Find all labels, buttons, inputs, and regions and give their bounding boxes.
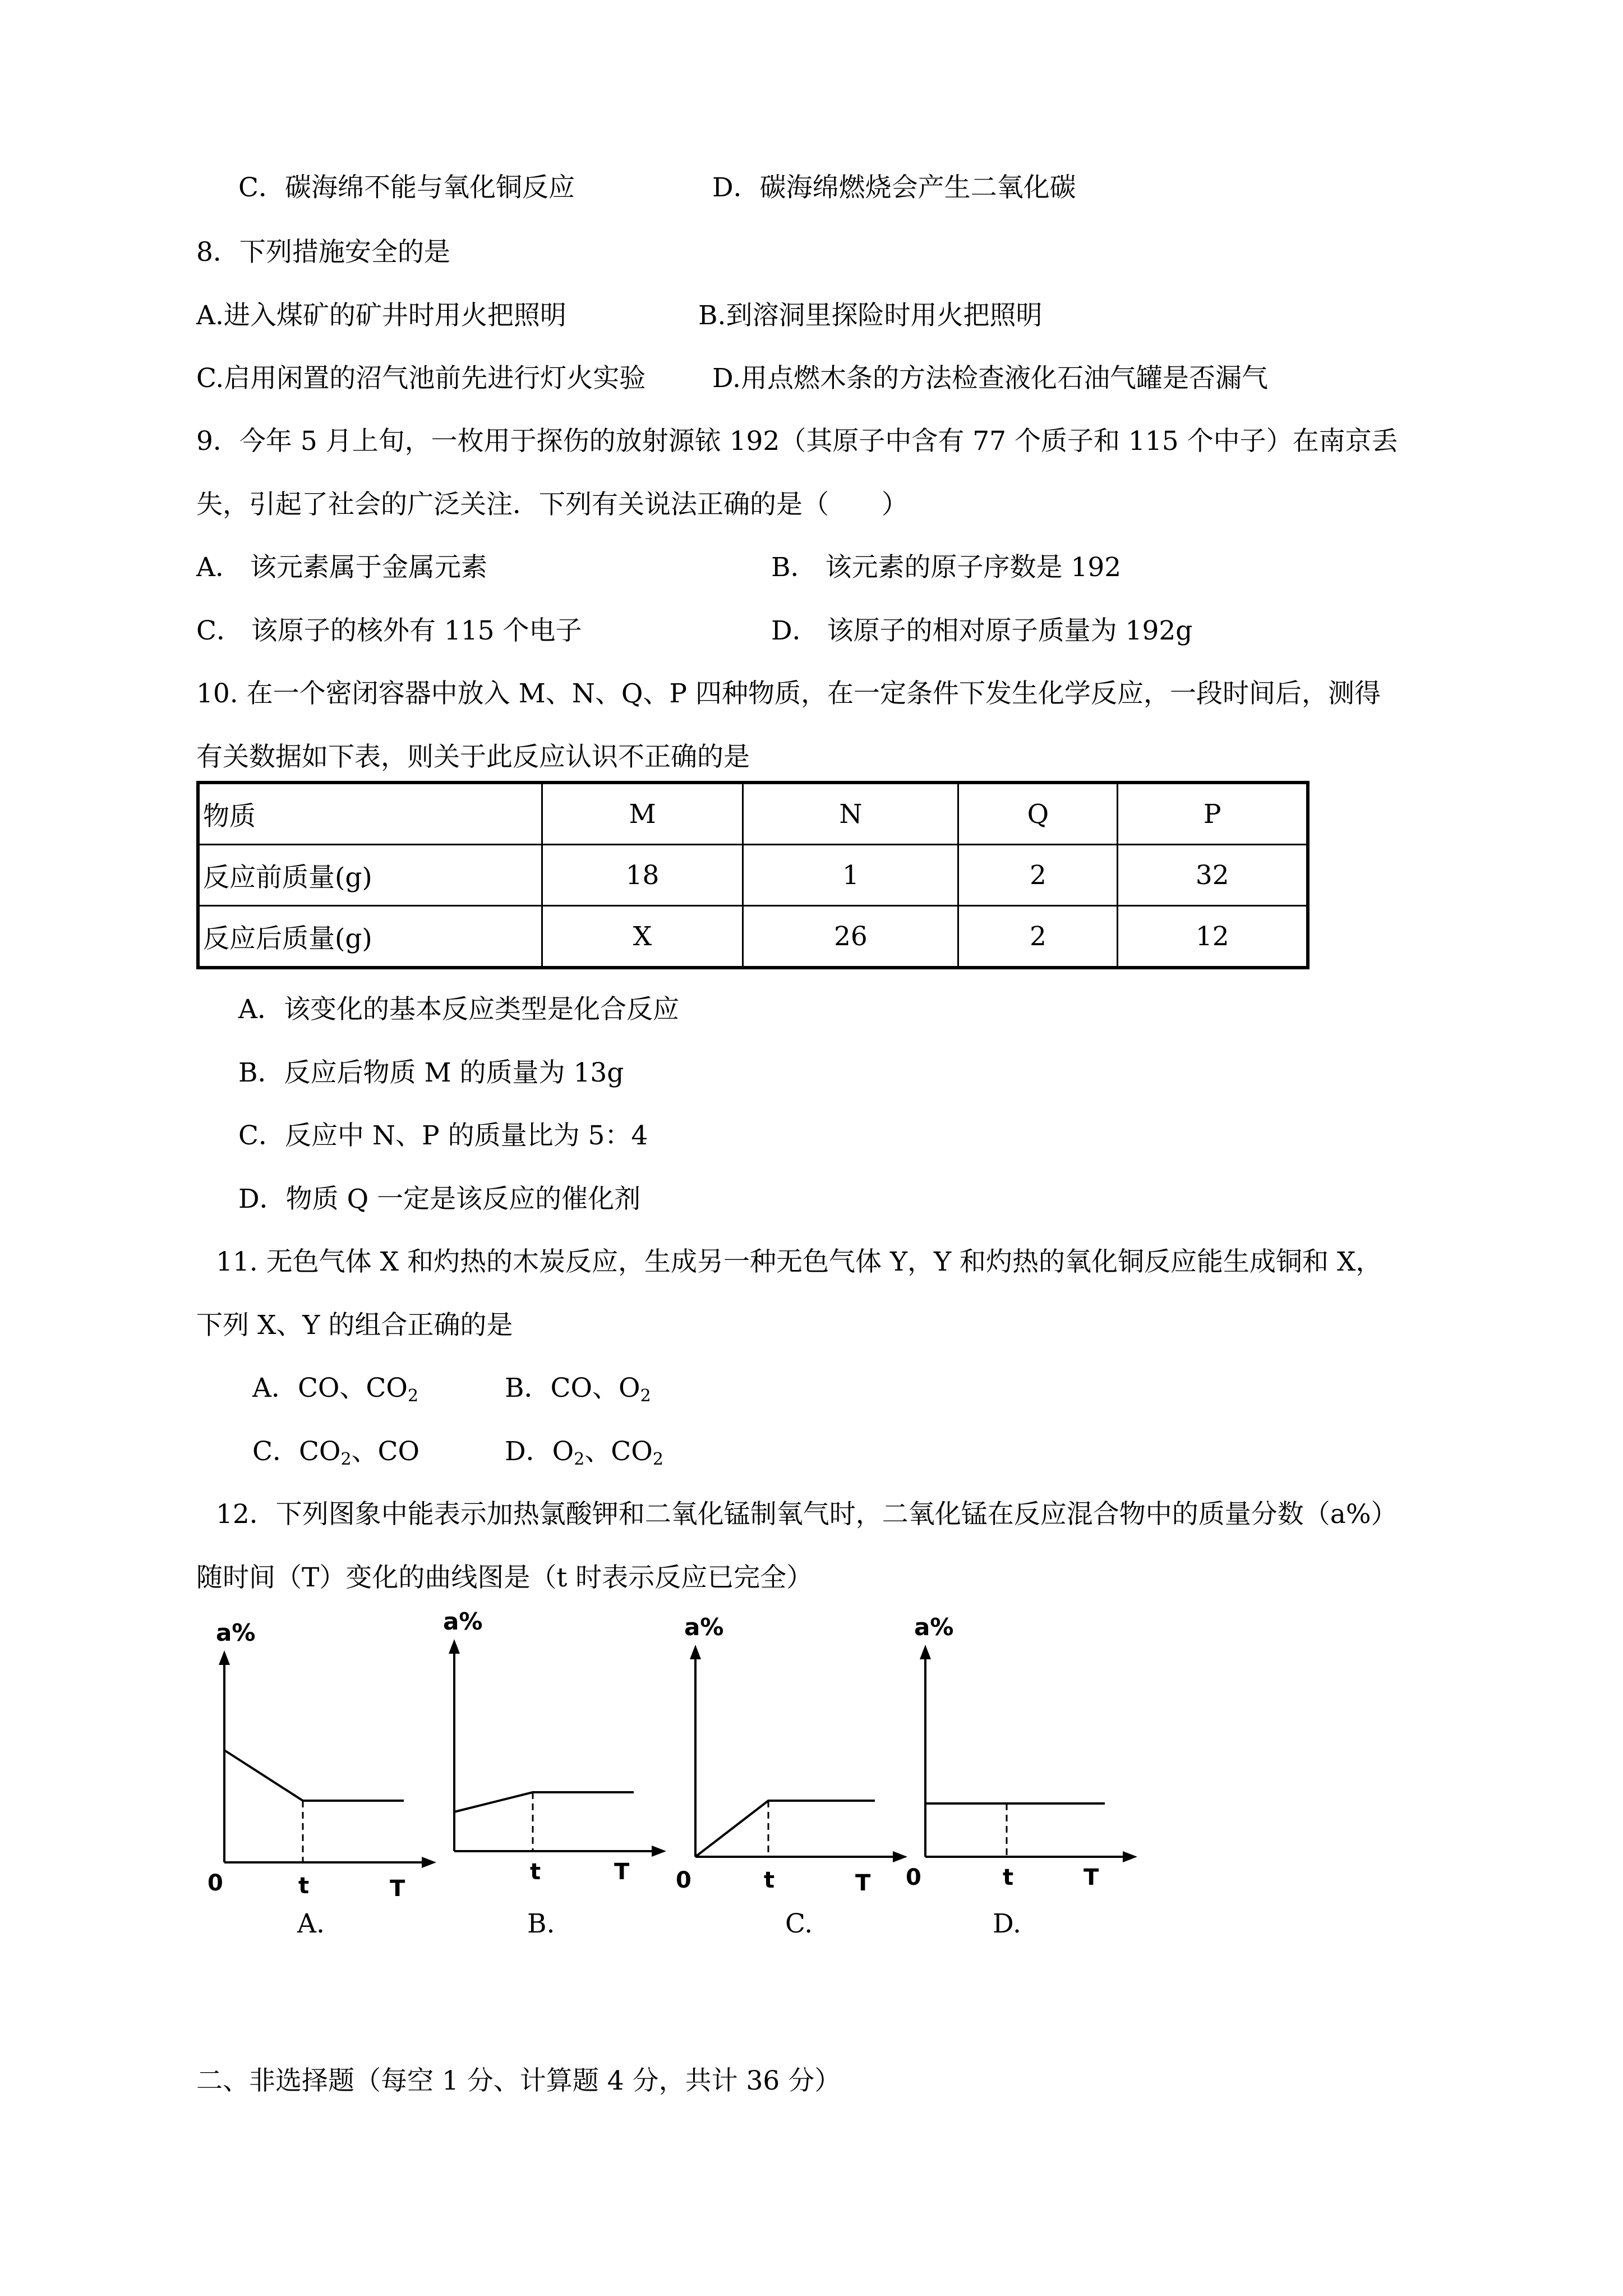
q12-stem-line2: 随时间（T）变化的曲线图是（t 时表示反应已完全） (196, 1562, 813, 1593)
graph-d (892, 1610, 1138, 1890)
table-header-cell: Q (958, 783, 1118, 845)
table-header-cell: 物质 (198, 783, 542, 845)
q7-option-d: D．碳海绵燃烧会产生二氧化碳 (712, 172, 1076, 203)
q10-option-a: A．该变化的基本反应类型是化合反应 (238, 994, 679, 1025)
origin-label: 0 (208, 1870, 223, 1896)
y-axis-label: a% (216, 1619, 256, 1646)
q8-option-a: A.进入煤矿的矿井时用火把照明 (196, 300, 566, 331)
table-cell: 1 (743, 845, 958, 906)
origin-label: 0 (906, 1865, 921, 1890)
q8-stem: 8．下列措施安全的是 (196, 237, 450, 268)
t-label: t (298, 1873, 310, 1896)
y-axis-label: a% (684, 1613, 724, 1641)
table-cell: 32 (1118, 845, 1308, 906)
q10-stem-line1: 10. 在一个密闭容器中放入 M、N、Q、P 四种物质，在一定条件下发生化学反应，一段时间后，测得 (196, 678, 1381, 709)
y-axis-label: a% (914, 1613, 954, 1641)
table-cell: 18 (542, 845, 743, 906)
y-axis-label: a% (443, 1608, 483, 1635)
q9-option-c: C． 该原子的核外有 115 个电子 (196, 615, 582, 646)
x-axis-label: T (855, 1870, 871, 1890)
table-cell: 反应后质量(g) (198, 906, 542, 968)
q10-option-d: D．物质 Q 一定是该反应的催化剂 (238, 1184, 641, 1214)
table-cell: X (542, 906, 743, 968)
x-axis-label: T (390, 1876, 405, 1896)
graph-label-b: B. (527, 1908, 555, 1939)
q10-stem-line2: 有关数据如下表，则关于此反应认识不正确的是 (196, 742, 750, 772)
t-label: t (530, 1859, 541, 1885)
x-axis-label: T (614, 1859, 630, 1885)
graph-label-a: A. (297, 1908, 325, 1939)
t-label: t (1003, 1865, 1014, 1890)
q12-stem-line1: 12．下列图象中能表示加热氯酸钾和二氧化锰制氧气时，二氧化锰在反应混合物中的质量分数（a%） (216, 1499, 1398, 1530)
table-cell: 反应前质量(g) (198, 845, 542, 906)
q11-stem-line2: 下列 X、Y 的组合正确的是 (196, 1310, 513, 1341)
q8-option-b: B.到溶洞里探险时用火把照明 (698, 300, 1043, 331)
table-header-row (198, 783, 1308, 845)
origin-label: 0 (676, 1867, 691, 1890)
q11-stem-line1: 11. 无色气体 X 和灼热的木炭反应，生成另一种无色气体 Y，Y 和灼热的氧化铜反应能生成铜和 X， (216, 1246, 1382, 1277)
q11-option-a: A．CO、$CO_2$ (252, 1373, 419, 1406)
q8-option-d: D.用点燃木条的方法检查液化石油气罐是否漏气 (712, 363, 1268, 394)
graph-a (191, 1616, 437, 1896)
table-cell: 2 (958, 845, 1118, 906)
q10-data-table (196, 781, 1310, 969)
q9-stem-line1: 9．今年 5 月上旬，一枚用于探伤的放射源铱 192（其原子中含有 77 个质子和 115 个中子）在南京丢 (196, 426, 1398, 457)
table-cell: 26 (743, 906, 958, 968)
table-header-cell: P (1118, 783, 1308, 845)
q11-option-d: D．$O_2$、$CO_2$ (505, 1436, 663, 1469)
q10-option-c: C．反应中 N、P 的质量比为 5：4 (238, 1120, 648, 1151)
table-cell: 2 (958, 906, 1118, 968)
section-heading: 二、非选择题（每空 1 分、计算题 4 分，共计 36 分） (196, 2065, 841, 2096)
q8-option-c: C.启用闲置的沼气池前先进行灯火实验 (196, 363, 646, 394)
graph-label-c: C. (785, 1908, 813, 1939)
graph-c (662, 1610, 909, 1890)
x-axis-label: T (1083, 1865, 1099, 1890)
table-header-cell: M (542, 783, 743, 845)
q9-option-a: A． 该元素属于金属元素 (196, 552, 487, 583)
q9-option-b: B． 该元素的原子序数是 192 (771, 552, 1122, 583)
table-row (198, 906, 1308, 968)
q9-stem-line2: 失，引起了社会的广泛关注．下列有关说法正确的是（ ） (196, 489, 908, 520)
q11-option-c: C．$CO_2$、CO (252, 1436, 420, 1469)
q7-option-c: C．碳海绵不能与氧化铜反应 (238, 172, 575, 203)
q11-option-b: B．CO、$O_2$ (505, 1373, 651, 1406)
t-label: t (764, 1867, 775, 1890)
table-header-cell: N (743, 783, 958, 845)
q9-option-d: D． 该原子的相对原子质量为 192g (771, 615, 1193, 646)
table-cell: 12 (1118, 906, 1308, 968)
table-row (198, 845, 1308, 906)
graph-b (421, 1604, 667, 1885)
q10-option-b: B．反应后物质 M 的质量为 13g (238, 1057, 624, 1088)
graph-label-d: D. (993, 1908, 1021, 1939)
